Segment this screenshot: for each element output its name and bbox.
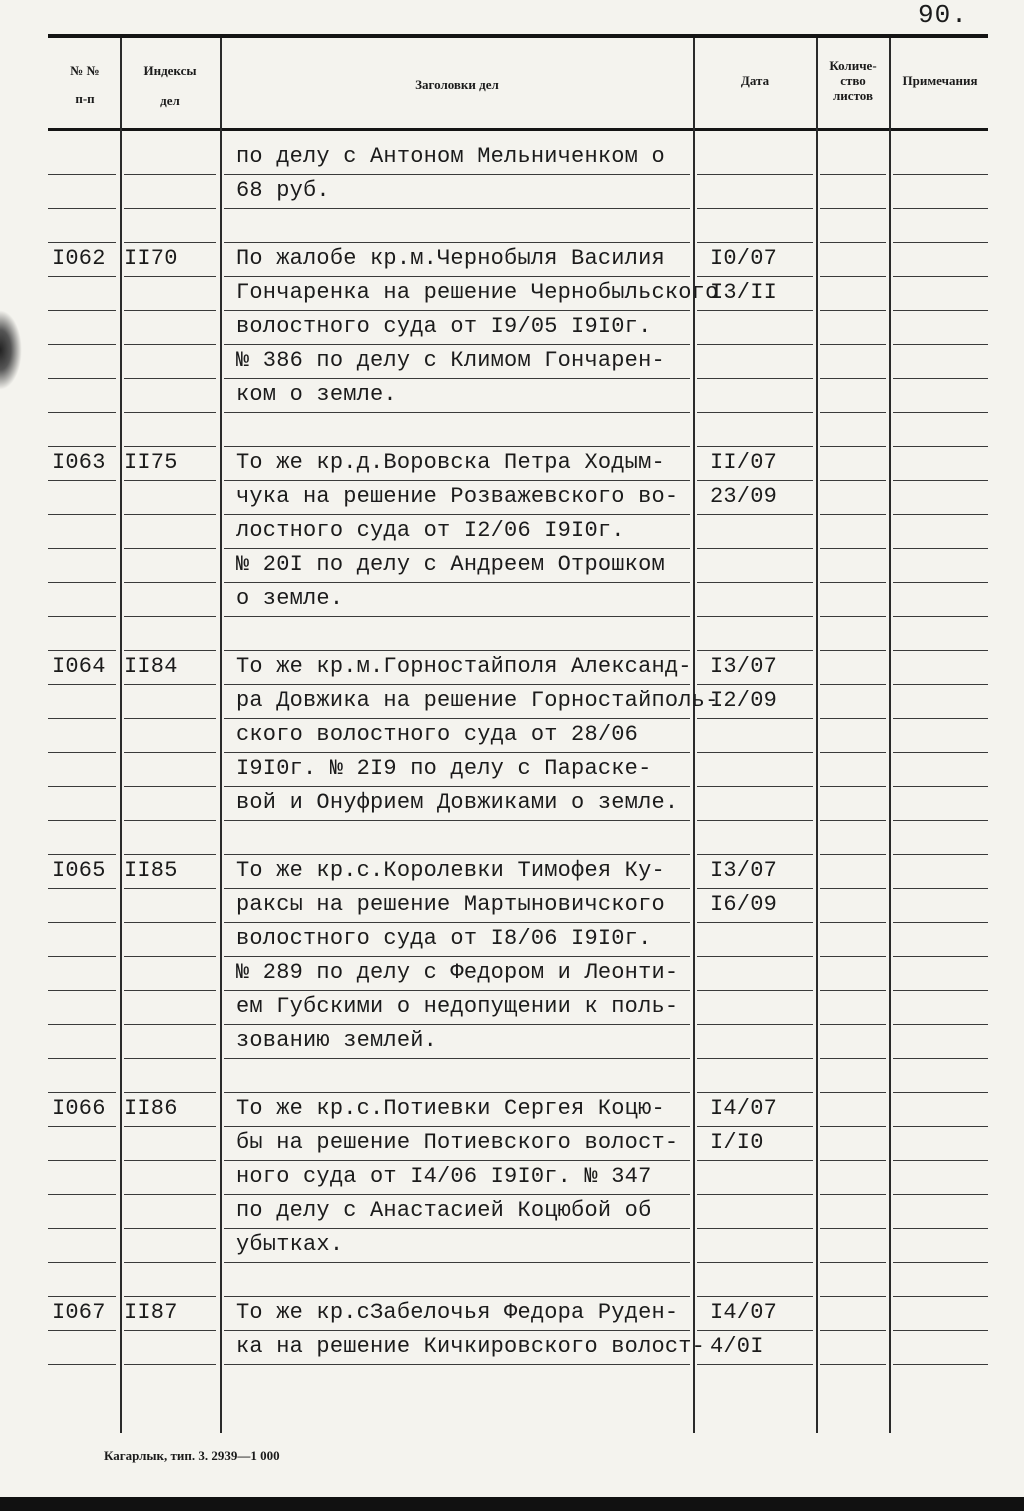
ruled-line — [697, 548, 813, 549]
ruled-line — [48, 1330, 116, 1331]
entry-title-line: То же кр.с.Потиевки Сергея Коцю- — [236, 1096, 665, 1121]
ruled-line — [224, 412, 690, 413]
ruled-line — [124, 684, 216, 685]
entry-title-line: по делу с Анастасией Коцюбой об — [236, 1198, 652, 1223]
ruled-line — [893, 582, 988, 583]
ruled-line — [124, 1262, 216, 1263]
entry-title-line: бы на решение Потиевского волост- — [236, 1130, 679, 1155]
entry-index: II86 — [124, 1096, 178, 1121]
ruled-line — [697, 820, 813, 821]
ruled-line — [697, 1330, 813, 1331]
ruled-line — [893, 922, 988, 923]
ruled-line — [893, 514, 988, 515]
ruled-line — [124, 888, 216, 889]
ruled-line — [124, 548, 216, 549]
ruled-line — [697, 1194, 813, 1195]
ruled-line — [893, 242, 988, 243]
entry-title-line: По жалобе кр.м.Чернобыля Василия — [236, 246, 665, 271]
ruled-line — [697, 446, 813, 447]
ruled-line — [48, 718, 116, 719]
ruled-line — [697, 854, 813, 855]
ruled-line — [124, 344, 216, 345]
ruled-line — [820, 1194, 886, 1195]
ruled-line — [224, 1160, 690, 1161]
entry-number: I063 — [52, 450, 106, 475]
ruled-line — [224, 344, 690, 345]
ruled-line — [893, 650, 988, 651]
ruled-line — [820, 310, 886, 311]
ruled-line — [48, 514, 116, 515]
ruled-line — [48, 786, 116, 787]
entry-index: II85 — [124, 858, 178, 883]
ruled-line — [48, 208, 116, 209]
entry-title-line: вой и Онуфрием Довжиками о земле. — [236, 790, 679, 815]
ruled-line — [48, 412, 116, 413]
ruled-line — [697, 1228, 813, 1229]
entry-title-line: волостного суда от I9/05 I9I0г. — [236, 314, 652, 339]
ruled-line — [124, 786, 216, 787]
ruled-line — [124, 718, 216, 719]
ruled-line — [224, 378, 690, 379]
column-divider — [693, 38, 695, 1433]
entry-title-line: ского волостного суда от 28/06 — [236, 722, 639, 747]
ruled-line — [893, 276, 988, 277]
ruled-line — [893, 1296, 988, 1297]
ruled-line — [820, 1126, 886, 1127]
column-divider — [816, 38, 818, 1433]
ruled-line — [820, 1092, 886, 1093]
header-index — [124, 64, 216, 108]
ruled-line — [697, 1092, 813, 1093]
ruled-line — [48, 1058, 116, 1059]
ruled-line — [224, 1058, 690, 1059]
ruled-line — [48, 276, 116, 277]
ruled-line — [820, 242, 886, 243]
entry-date: I2/09 — [710, 688, 778, 713]
ruled-line — [697, 752, 813, 753]
ruled-line — [893, 1058, 988, 1059]
ruled-line — [697, 1126, 813, 1127]
entry-title-line: раксы на решение Мартыновичского — [236, 892, 665, 917]
ruled-line — [820, 1058, 886, 1059]
ruled-line — [697, 1296, 813, 1297]
ruled-line — [820, 276, 886, 277]
ruled-line — [124, 1296, 216, 1297]
entry-title-line: ком о земле. — [236, 382, 397, 407]
ruled-line — [124, 820, 216, 821]
ruled-line — [893, 310, 988, 311]
header-index-line1: Индексы — [143, 63, 197, 78]
ruled-line — [893, 174, 988, 175]
header-rule — [48, 128, 988, 131]
ruled-line — [124, 1364, 216, 1365]
ruled-line — [124, 582, 216, 583]
entry-date: I/I0 — [710, 1130, 764, 1155]
ruled-line — [224, 786, 690, 787]
ruled-line — [820, 582, 886, 583]
entry-number: I067 — [52, 1300, 106, 1325]
ruled-line — [48, 888, 116, 889]
ruled-line — [893, 1262, 988, 1263]
printer-footer: Кагарлык, тип. 3. 2939—1 000 — [104, 1448, 280, 1463]
ruled-line — [224, 752, 690, 753]
entry-date: I3/07 — [710, 654, 778, 679]
ruled-line — [48, 1262, 116, 1263]
page-number: 90. — [918, 0, 968, 30]
header-sheets-line2: ство — [840, 73, 866, 88]
ruled-line — [224, 310, 690, 311]
ruled-line — [893, 412, 988, 413]
header-sheets — [818, 58, 888, 103]
ruled-line — [697, 616, 813, 617]
ruled-line — [820, 514, 886, 515]
ruled-line — [224, 242, 690, 243]
entry-title-line: убытках. — [236, 1232, 344, 1257]
ruled-line — [124, 616, 216, 617]
entry-index: II75 — [124, 450, 178, 475]
ruled-line — [48, 480, 116, 481]
ruled-line — [697, 1058, 813, 1059]
ruled-line — [48, 1228, 116, 1229]
entry-title-line: Гончаренка на решение Чернобыльского — [236, 280, 719, 305]
ruled-line — [697, 786, 813, 787]
ruled-line — [48, 752, 116, 753]
ruled-line — [820, 990, 886, 991]
ruled-line — [124, 208, 216, 209]
ruled-line — [893, 480, 988, 481]
ruled-line — [893, 1092, 988, 1093]
ruled-line — [697, 1364, 813, 1365]
ruled-line — [697, 514, 813, 515]
entry-title-line: I9I0г. № 2I9 по делу с Параске- — [236, 756, 652, 781]
header-sheets-line3: листов — [833, 88, 873, 103]
ruled-line — [893, 752, 988, 753]
ruled-line — [697, 718, 813, 719]
ruled-line — [820, 1364, 886, 1365]
header-title: Заголовки дел — [415, 77, 499, 92]
ruled-line — [224, 684, 690, 685]
ruled-line — [48, 684, 116, 685]
ruled-line — [697, 378, 813, 379]
ruled-line — [697, 208, 813, 209]
ruled-line — [124, 1228, 216, 1229]
ruled-line — [48, 650, 116, 651]
ruled-line — [124, 1160, 216, 1161]
ruled-line — [893, 446, 988, 447]
ruled-line — [893, 344, 988, 345]
entry-index: II84 — [124, 654, 178, 679]
ruled-line — [48, 378, 116, 379]
ruled-line — [48, 344, 116, 345]
entry-number: I064 — [52, 654, 106, 679]
entry-title-line: зованию землей. — [236, 1028, 438, 1053]
entry-date: I4/07 — [710, 1096, 778, 1121]
ruled-line — [820, 548, 886, 549]
ruled-line — [893, 820, 988, 821]
entry-date: I0/07 — [710, 246, 778, 271]
ruled-line — [820, 922, 886, 923]
ruled-line — [48, 1024, 116, 1025]
ruled-line — [820, 956, 886, 957]
entry-title-line: ем Губскими о недопущении к поль- — [236, 994, 679, 1019]
header-date: Дата — [740, 73, 770, 88]
ruled-line — [820, 1160, 886, 1161]
ruled-line — [820, 446, 886, 447]
entry-title-line: № 20I по делу с Андреем Отрошком — [236, 552, 665, 577]
entry-number: I066 — [52, 1096, 106, 1121]
ruled-line — [893, 1126, 988, 1127]
ruled-line — [224, 956, 690, 957]
ruled-line — [820, 786, 886, 787]
entry-title-line: То же кр.д.Воровска Петра Ходым- — [236, 450, 665, 475]
ruled-line — [48, 174, 116, 175]
ruled-line — [820, 616, 886, 617]
ruled-line — [224, 446, 690, 447]
ruled-line — [893, 548, 988, 549]
entry-date: II/07 — [710, 450, 778, 475]
ruled-line — [820, 1296, 886, 1297]
ruled-line — [124, 1024, 216, 1025]
ruled-line — [697, 990, 813, 991]
ruled-line — [224, 1364, 690, 1365]
entry-index: II70 — [124, 246, 178, 271]
ruled-line — [893, 718, 988, 719]
column-divider — [889, 38, 891, 1433]
ruled-line — [224, 854, 690, 855]
ruled-line — [224, 1194, 690, 1195]
entry-date: 23/09 — [710, 484, 778, 509]
ruled-line — [124, 1194, 216, 1195]
ruled-line — [697, 344, 813, 345]
ruled-line — [124, 242, 216, 243]
ruled-line — [697, 1024, 813, 1025]
top-rule — [48, 34, 988, 38]
ruled-line — [893, 378, 988, 379]
ruled-line — [697, 276, 813, 277]
entry-date: I3/07 — [710, 858, 778, 883]
ruled-line — [48, 1092, 116, 1093]
ruled-line — [697, 582, 813, 583]
ruled-line — [893, 1228, 988, 1229]
ruled-line — [124, 412, 216, 413]
ruled-line — [124, 174, 216, 175]
ruled-line — [124, 446, 216, 447]
entry-title-line: чука на решение Розважевского во- — [236, 484, 679, 509]
ruled-line — [224, 922, 690, 923]
ruled-line — [224, 1296, 690, 1297]
entry-date: I4/07 — [710, 1300, 778, 1325]
header-index-line2: дел — [160, 93, 180, 108]
ruled-line — [697, 650, 813, 651]
entry-title-line: То же кр.сЗабелочья Федора Руден- — [236, 1300, 679, 1325]
ruled-line — [697, 684, 813, 685]
ruled-line — [893, 1330, 988, 1331]
ruled-line — [820, 820, 886, 821]
ruled-line — [124, 922, 216, 923]
ruled-line — [48, 820, 116, 821]
ruled-line — [697, 310, 813, 311]
ruled-line — [893, 1024, 988, 1025]
ruled-line — [124, 956, 216, 957]
ruled-line — [820, 752, 886, 753]
ruled-line — [48, 616, 116, 617]
ruled-line — [820, 718, 886, 719]
ruled-line — [48, 922, 116, 923]
ruled-line — [893, 1160, 988, 1161]
ruled-line — [48, 854, 116, 855]
ruled-line — [893, 888, 988, 889]
ruled-line — [124, 752, 216, 753]
ruled-line — [224, 480, 690, 481]
ruled-line — [124, 854, 216, 855]
column-divider — [120, 38, 122, 1433]
ruled-line — [48, 956, 116, 957]
ruled-line — [224, 208, 690, 209]
ruled-line — [48, 446, 116, 447]
ruled-line — [697, 956, 813, 957]
ruled-line — [224, 548, 690, 549]
ruled-line — [124, 1126, 216, 1127]
ruled-line — [124, 514, 216, 515]
ruled-line — [124, 1330, 216, 1331]
ruled-line — [48, 310, 116, 311]
header-notes: Примечания — [902, 73, 978, 88]
header-sheets-line1: Количе- — [829, 58, 877, 73]
ruled-line — [124, 378, 216, 379]
ruled-line — [697, 1262, 813, 1263]
ruled-line — [48, 990, 116, 991]
ruled-line — [820, 412, 886, 413]
entry-date: 4/0I — [710, 1334, 764, 1359]
ruled-line — [48, 1296, 116, 1297]
ruled-line — [224, 276, 690, 277]
ruled-line — [48, 1126, 116, 1127]
entry-title-line: ка на решение Кичкировского волост- — [236, 1334, 706, 1359]
entry-number: I062 — [52, 246, 106, 271]
ruled-line — [820, 1262, 886, 1263]
column-divider — [220, 38, 222, 1433]
ruled-line — [124, 650, 216, 651]
ruled-line — [224, 1228, 690, 1229]
ruled-line — [820, 480, 886, 481]
ruled-line — [224, 1126, 690, 1127]
ruled-line — [820, 888, 886, 889]
ruled-line — [893, 208, 988, 209]
ruled-line — [224, 1330, 690, 1331]
ruled-line — [893, 956, 988, 957]
ruled-line — [820, 208, 886, 209]
entry-title-line: ра Довжика на решение Горностайполь- — [236, 688, 719, 713]
ruled-line — [820, 1330, 886, 1331]
ruled-line — [893, 1194, 988, 1195]
ruled-line — [224, 174, 690, 175]
ruled-line — [224, 616, 690, 617]
binding-mark — [0, 310, 22, 390]
ruled-line — [48, 242, 116, 243]
ruled-line — [224, 1092, 690, 1093]
ruled-line — [124, 1092, 216, 1093]
ruled-line — [224, 990, 690, 991]
ruled-line — [124, 310, 216, 311]
ruled-line — [224, 1024, 690, 1025]
continuation-line: по делу с Антоном Мельниченком о — [236, 144, 665, 169]
entry-title-line: лостного суда от I2/06 I9I0г. — [236, 518, 625, 543]
ruled-line — [893, 854, 988, 855]
ruled-line — [697, 922, 813, 923]
header-num — [52, 64, 118, 106]
ruled-line — [124, 1058, 216, 1059]
entry-index: II87 — [124, 1300, 178, 1325]
ruled-line — [893, 990, 988, 991]
entry-title-line: № 386 по делу с Климом Гончарен- — [236, 348, 665, 373]
ruled-line — [893, 1364, 988, 1365]
ruled-line — [820, 650, 886, 651]
entry-date: I3/II — [710, 280, 778, 305]
ruled-line — [697, 412, 813, 413]
ruled-line — [124, 480, 216, 481]
ruled-line — [224, 650, 690, 651]
continuation-line: 68 руб. — [236, 178, 330, 203]
entry-date: I6/09 — [710, 892, 778, 917]
ruled-line — [820, 684, 886, 685]
entry-number: I065 — [52, 858, 106, 883]
ruled-line — [224, 820, 690, 821]
header-num-line2: п-п — [75, 91, 95, 106]
ruled-line — [48, 1194, 116, 1195]
entry-title-line: То же кр.с.Королевки Тимофея Ку- — [236, 858, 665, 883]
ruled-line — [820, 378, 886, 379]
scan-edge — [0, 1497, 1024, 1511]
entry-title-line: То же кр.м.Горностайполя Александ- — [236, 654, 692, 679]
entry-title-line: ного суда от I4/06 I9I0г. № 347 — [236, 1164, 652, 1189]
ruled-line — [893, 684, 988, 685]
ruled-line — [224, 888, 690, 889]
ruled-line — [48, 1160, 116, 1161]
ruled-line — [48, 1364, 116, 1365]
ruled-line — [124, 990, 216, 991]
ruled-line — [820, 344, 886, 345]
ruled-line — [224, 1262, 690, 1263]
ruled-line — [697, 888, 813, 889]
ruled-line — [48, 548, 116, 549]
ruled-line — [820, 1228, 886, 1229]
ruled-line — [697, 480, 813, 481]
header-num-line1: № № — [70, 63, 100, 78]
ruled-line — [893, 616, 988, 617]
ruled-line — [697, 1160, 813, 1161]
ruled-line — [697, 242, 813, 243]
ruled-line — [224, 514, 690, 515]
entry-title-line: № 289 по делу с Федором и Леонти- — [236, 960, 679, 985]
ruled-line — [48, 582, 116, 583]
ruled-line — [820, 854, 886, 855]
ruled-line — [820, 1024, 886, 1025]
ruled-line — [124, 276, 216, 277]
ruled-line — [697, 174, 813, 175]
ruled-line — [224, 718, 690, 719]
entry-title-line: волостного суда от I8/06 I9I0г. — [236, 926, 652, 951]
ruled-line — [820, 174, 886, 175]
ruled-line — [893, 786, 988, 787]
entry-title-line: о земле. — [236, 586, 344, 611]
ruled-line — [224, 582, 690, 583]
